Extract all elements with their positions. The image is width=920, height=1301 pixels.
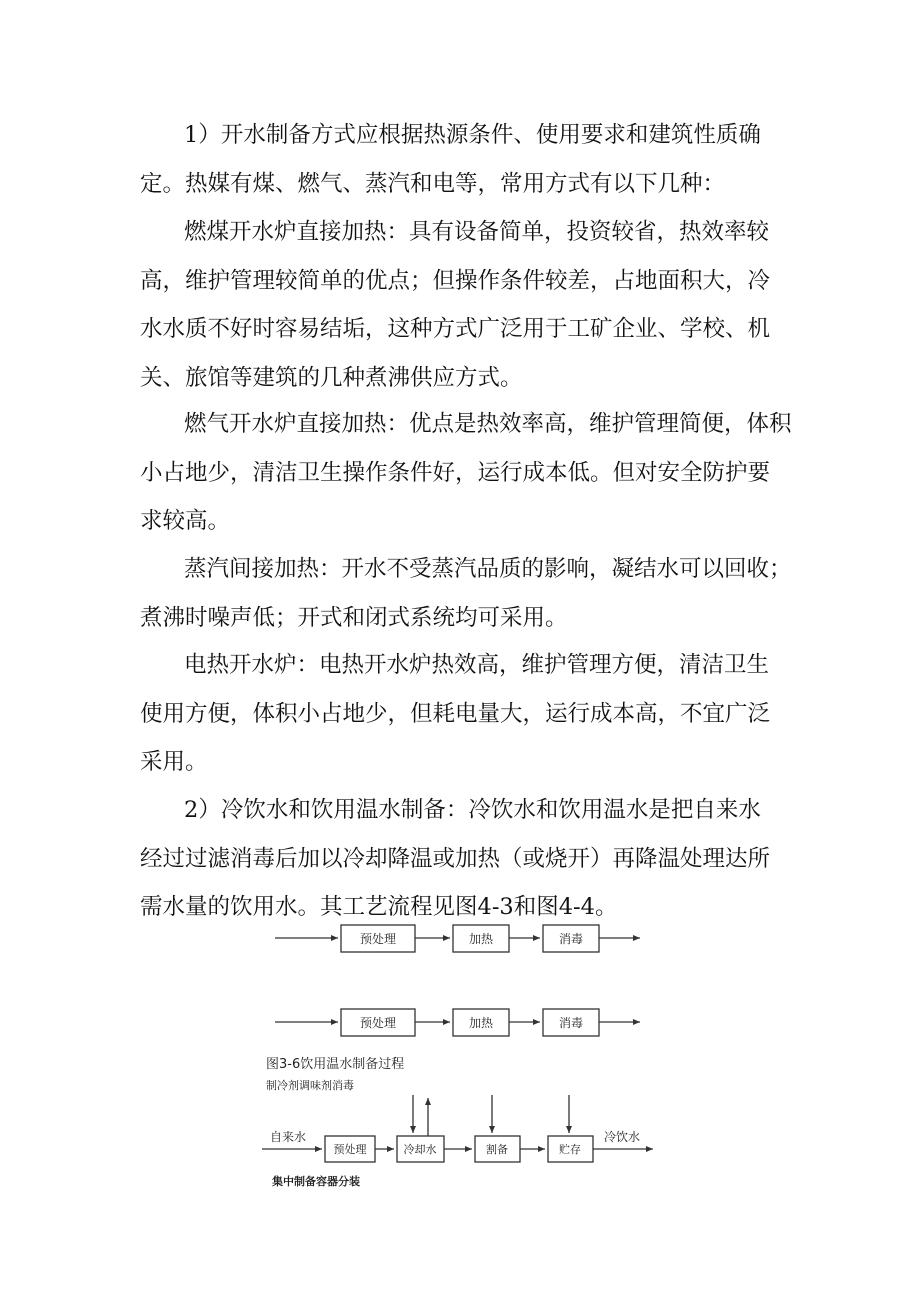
- flow-step-label: 消毒: [558, 932, 584, 946]
- flow-step-label: 消毒: [558, 1016, 584, 1030]
- text-line: 煮沸时噪声低；开式和闭式系统均可采用。: [140, 604, 568, 631]
- text-line: 高，维护管理较简单的优点；但操作条件较差，占地面积大，冷: [140, 267, 771, 294]
- text-line: 经过过滤消毒后加以冷却降温或加热（或烧开）再降温处理达所: [140, 845, 771, 872]
- text-line: 水水质不好时容易结垢，这种方式广泛用于工矿企业、学校、机: [140, 316, 771, 342]
- flow-inputs-label: 制冷剂调味剂消毒: [266, 1079, 354, 1092]
- figure-caption: 图3-6饮用温水制备过程: [266, 1057, 405, 1072]
- flow-step-label: 预处理: [359, 1016, 397, 1030]
- flow-step-label: 割备: [486, 1143, 508, 1156]
- flow-step-label: 冷却水: [403, 1143, 437, 1156]
- flow-step-label: 预处理: [333, 1143, 367, 1156]
- text-line: 2）冷饮水和饮用温水制备：冷饮水和饮用温水是把自来水: [184, 797, 761, 823]
- flow-step-label: 贮存: [559, 1143, 581, 1156]
- text-line: 电热开水炉：电热开水炉热效高，维护管理方便，清洁卫生: [184, 652, 770, 678]
- text-line: 使用方便，体积小占地少，但耗电量大，运行成本高，不宜广泛: [140, 700, 771, 727]
- text-line: 燃气开水炉直接加热：优点是热效率高，维护管理简便，体积: [184, 411, 792, 437]
- text-line: 采用。: [140, 749, 208, 775]
- text-line: 蒸汽间接加热：开水不受蒸汽品质的影响，凝结水可以回收；: [184, 556, 792, 582]
- flow-3: [262, 1095, 653, 1162]
- text-line: 求较高。: [140, 508, 231, 534]
- flow-output-label: 冷饮水: [604, 1130, 641, 1144]
- text-line: 关、旅馆等建筑的几种煮沸供应方式。: [140, 364, 523, 391]
- flow-2: [275, 1009, 640, 1036]
- flow-step-label: 加热: [468, 1016, 494, 1030]
- text-line: 1）开水制备方式应根据热源条件、使用要求和建筑性质确: [184, 122, 761, 148]
- text-line: 定。热媒有煤、燃气、蒸汽和电等，常用方式有以下几种：: [140, 170, 726, 197]
- text-line: 需水量的饮用水。其工艺流程见图4-3和图4-4。: [140, 894, 618, 920]
- flow-note-label: 集中制备容器分装: [272, 1175, 360, 1188]
- text-line: 小占地少，清洁卫生操作条件好，运行成本低。但对安全防护要: [140, 459, 771, 486]
- text-line: 燃煤开水炉直接加热：具有设备简单，投资较省，热效率较: [184, 219, 770, 245]
- flow-1: [275, 925, 640, 952]
- flow-step-label: 预处理: [359, 932, 397, 946]
- flow-input-label: 自来水: [270, 1130, 307, 1144]
- flow-step-label: 加热: [468, 932, 494, 946]
